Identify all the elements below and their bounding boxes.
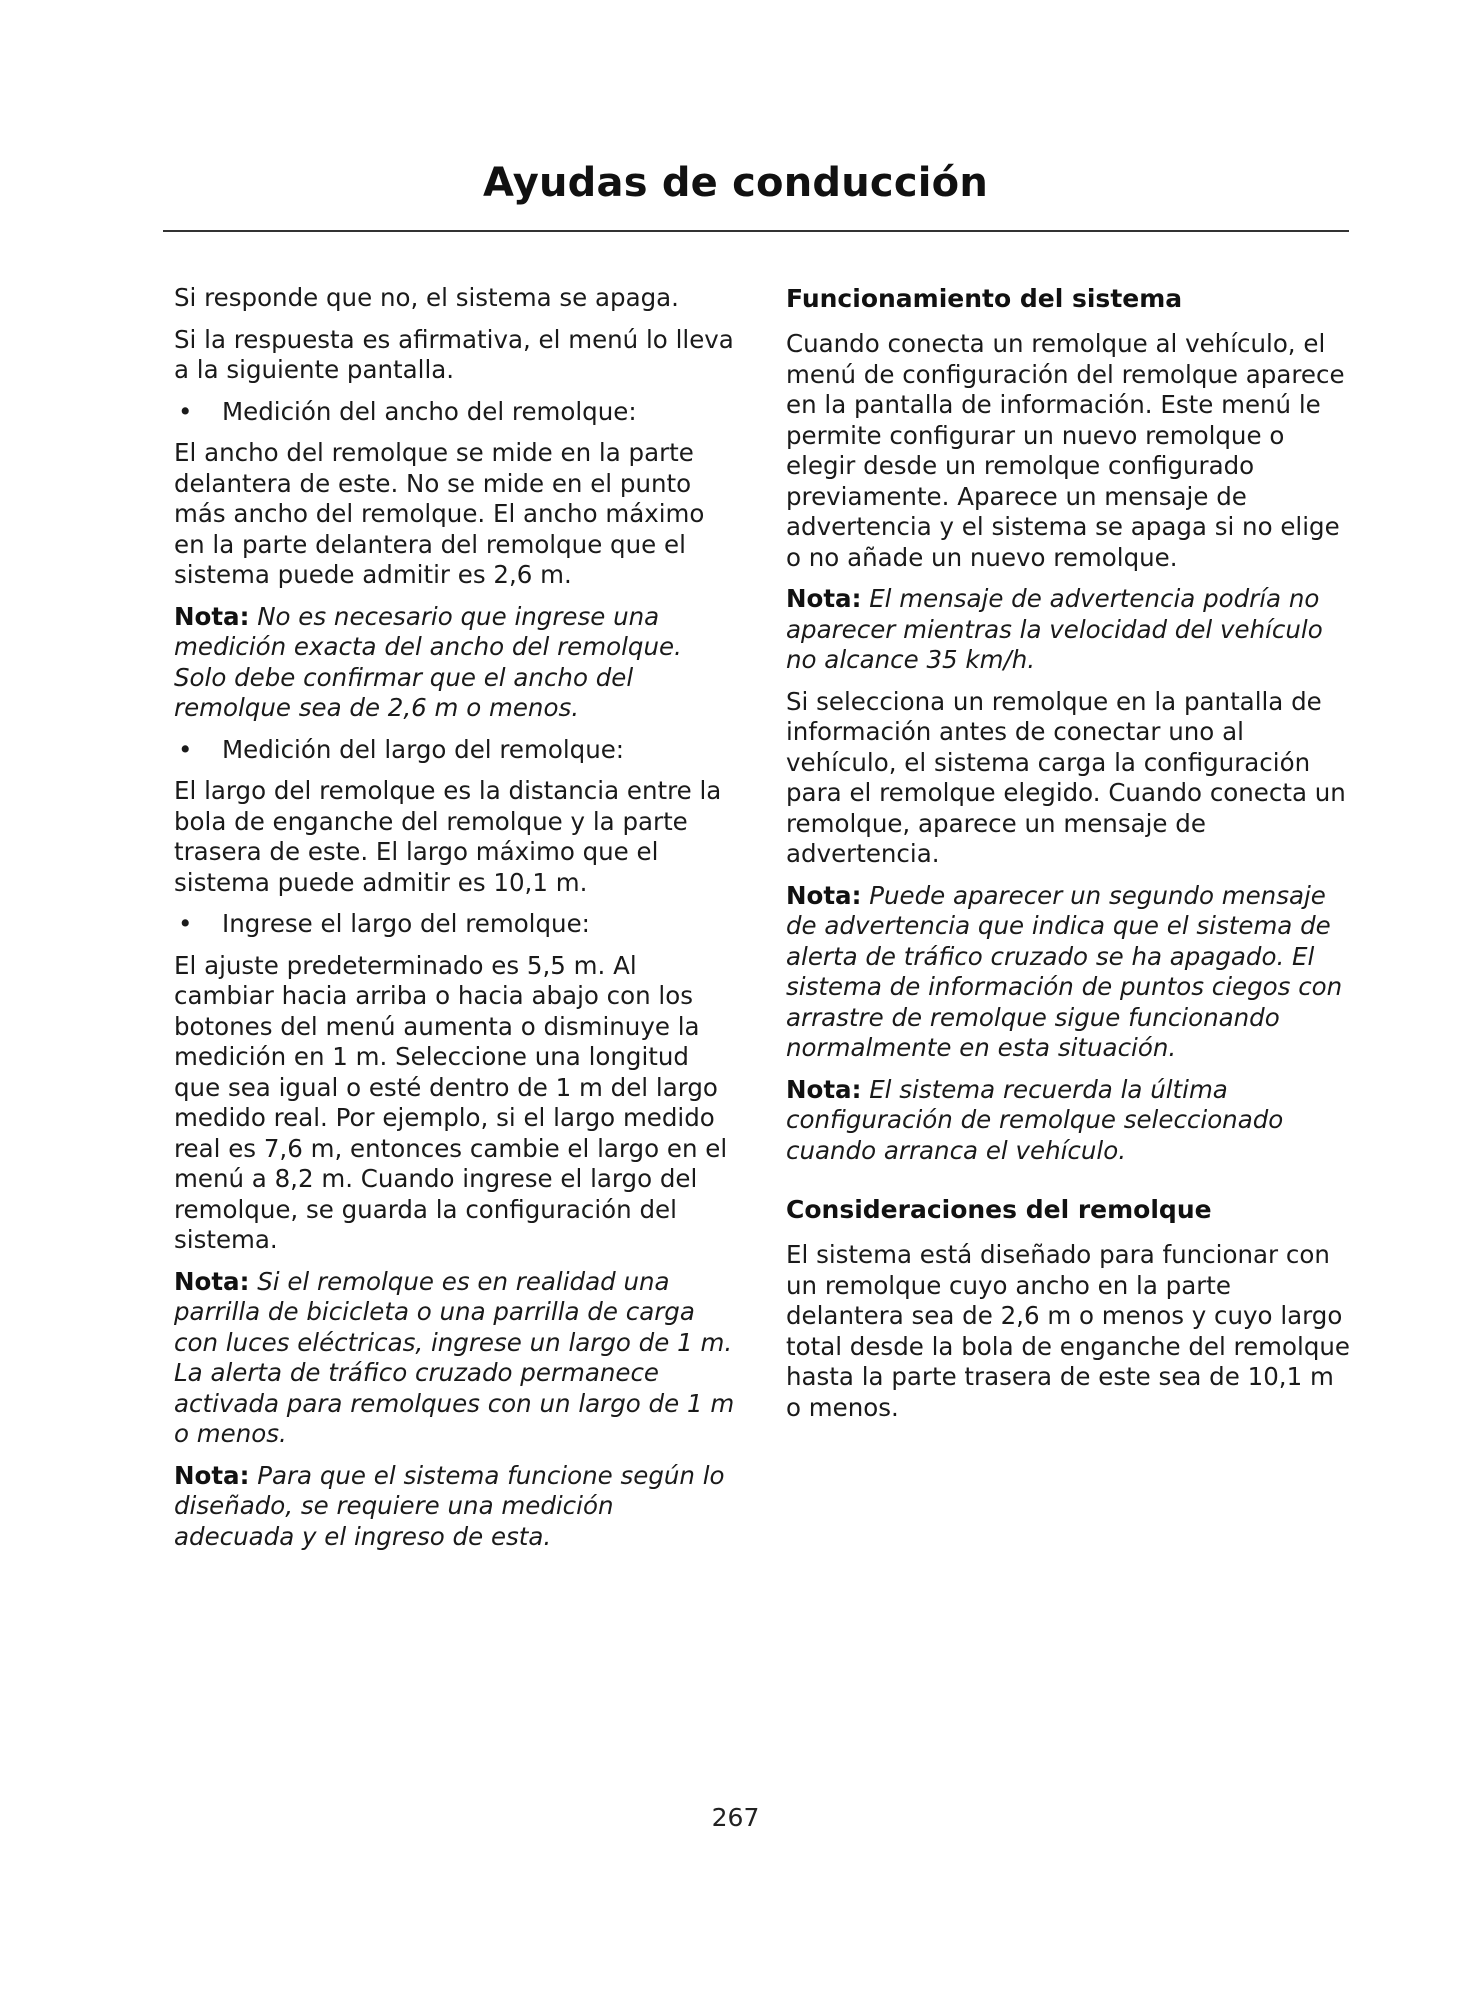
paragraph: El ancho del remolque se mide en la parte delantera de este. No se mide en el punto más ancho del remolque. El ancho máximo en la parte delantera del remolque que el sistema puede admitir es 2,6 m. [174,438,705,589]
note-label: Nota: [174,601,250,631]
note [786,1075,1351,1167]
bullet-text: Medición del largo del remolque: [222,734,625,764]
note-text: Puede aparecer un segundo mensaje de advertencia que indica que el sistema de alerta de tráfico cruzado se ha apagado. El sistema de información de puntos ciegos con arrastre de remolque sigue funcionando normalmente en esta situación. [786,880,1343,1062]
paragraph: Si la respuesta es afirmativa, el menú lo lleva a la siguiente pantalla. [174,324,734,384]
note-text: El sistema recuerda la última configuración de remolque seleccionado cuando arranca el vehículo. [786,1074,1284,1165]
bullet-item [174,397,739,428]
section-heading: Funcionamiento del sistema [786,284,1183,313]
note [786,881,1351,1064]
bullet-text: Medición del ancho del remolque: [222,396,637,426]
title-divider [163,230,1349,232]
paragraph: Si responde que no, el sistema se apaga. [174,283,679,312]
paragraph: El largo del remolque es la distancia entre la bola de enganche del remolque y la parte trasera de este. El largo máximo que el sistema puede admitir es 10,1 m. [174,776,722,897]
bullet-icon: • [178,909,193,938]
bullet-icon: • [178,734,193,764]
note [174,602,739,724]
bullet-icon: • [178,396,193,426]
note-text: No es necesario que ingrese una medición exacta del ancho del remolque. Solo debe confirmar que el ancho del remolque sea de 2,6 m o menos. [174,601,682,722]
note-label: Nota: [174,1460,250,1490]
note [174,1267,739,1450]
note-label: Nota: [786,880,862,910]
note [174,1461,739,1553]
note-text: Si el remolque es en realidad una parrilla de bicicleta o una parrilla de carga con luces eléctricas, ingrese un largo de 1 m. La alerta de tráfico cruzado permanece activada para remolques con un largo de 1 m o menos. [174,1266,735,1448]
right-column [786,283,1351,1434]
note-text: Para que el sistema funcione según lo diseñado, se requiere una medición adecuada y el ingreso de esta. [174,1460,725,1551]
bullet-item [174,735,739,766]
note-label: Nota: [786,584,862,613]
paragraph: El ajuste predeterminado es 5,5 m. Al cambiar hacia arriba o hacia abajo con los botones del menú aumenta o disminuye la medición en 1 m. Seleccione una longitud que sea igual o esté dentro de 1 m del largo medido real. Por ejemplo, si el largo medido real es 7,6 m, entonces cambie el largo en el menú a 8,2 m. Cuando ingrese el largo del remolque, se guarda la configuración del sistema. [174,950,728,1254]
note-label: Nota: [174,1266,250,1296]
note [786,584,1351,676]
paragraph: Cuando conecta un remolque al vehículo, el menú de configuración del remolque aparece en la pantalla de información. Este menú le permite configurar un nuevo remolque o elegir desde un remolque configurado previamente. Aparece un mensaje de advertencia y el sistema se apaga si no elige o no añade un nuevo remolque. [786,329,1345,572]
note-label: Nota: [786,1074,862,1104]
paragraph: El sistema está diseñado para funcionar con un remolque cuyo ancho en la parte delantera sea de 2,6 m o menos y cuyo largo total desde la bola de enganche del remolque hasta la parte trasera de este sea de 10,1 m o menos. [786,1240,1350,1422]
left-column [174,283,739,1563]
note-text: El mensaje de advertencia podría no aparecer mientras la velocidad del vehículo no alcance 35 km/h. [786,584,1323,674]
bullet-item [174,909,739,940]
section-heading: Consideraciones del remolque [786,1195,1212,1224]
paragraph: Si selecciona un remolque en la pantalla de información antes de conectar uno al vehículo, el sistema carga la configuración para el remolque elegido. Cuando conecta un remolque, aparece un mensaje de advertencia. [786,686,1346,868]
bullet-text: Ingrese el largo del remolque: [222,909,590,938]
page-title: Ayudas de conducción [483,160,988,206]
page-number: 267 [711,1803,760,1832]
